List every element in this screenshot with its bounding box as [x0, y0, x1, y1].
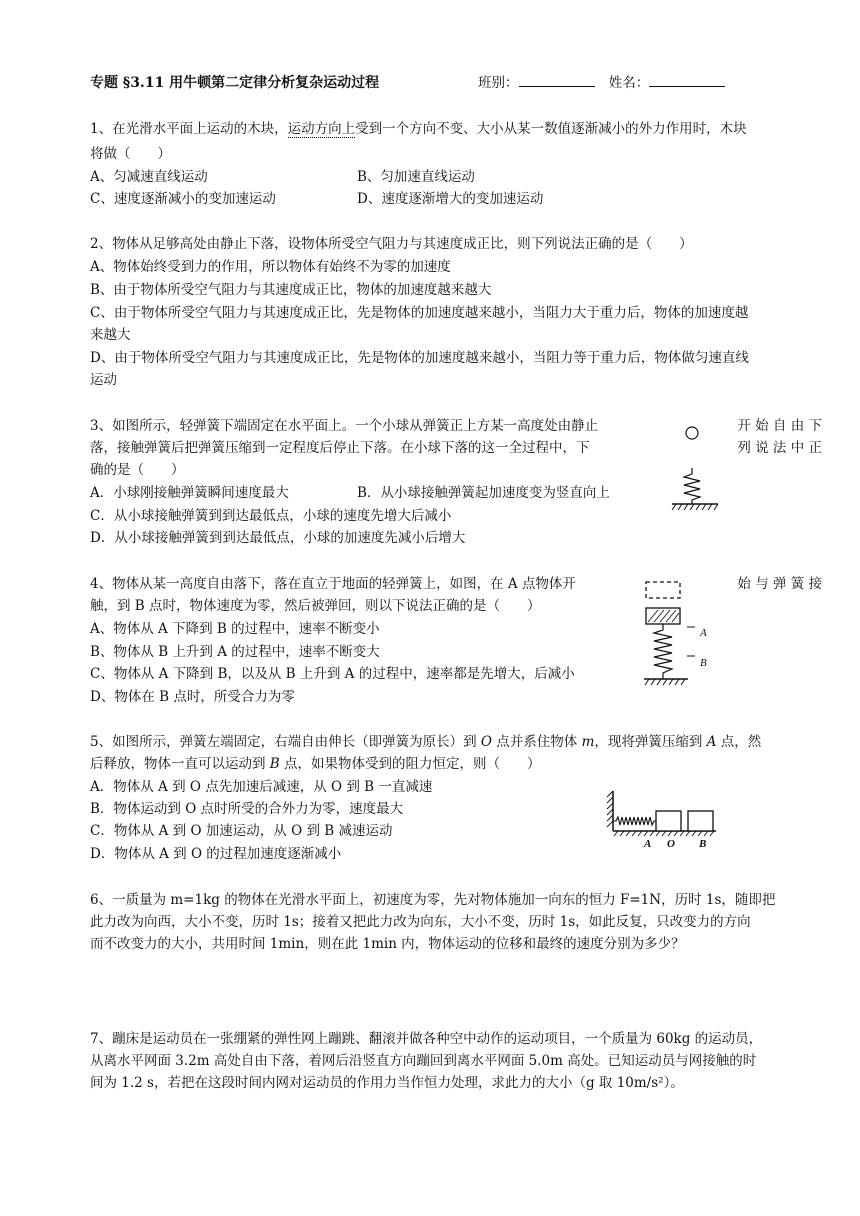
q5-stem-line2: 后释放，物体一直可以运动到 B 点，如果物体受到的阻力恒定，则（ ） — [90, 756, 541, 772]
q4-spring — [654, 624, 672, 679]
q6-stem-line3: 而不改变力的大小，共用时间 1min，则在此 1min 内，物体运动的位移和最终的速度分别为多少？ — [90, 936, 685, 952]
q5-option-d: D．物体从 A 到 O 的过程加速度逐渐减小 — [90, 846, 342, 862]
name-label: 姓名： — [608, 75, 650, 91]
q5-option-c: C．物体从 A 到 O 加速运动，从 O 到 B 减速运动 — [90, 823, 393, 839]
q5-spring — [613, 817, 656, 825]
q2-option-b: B、由于物体所受空气阻力与其速度成正比，物体的加速度越来越大 — [90, 282, 492, 298]
class-blank[interactable] — [519, 72, 595, 87]
q5-wall-hatch — [607, 791, 613, 827]
q2-option-c-cont: 来越大 — [90, 327, 131, 343]
q1-stem-b: 受到一个方向不变、大小从某一数值逐渐减小的外力作用时，木块 — [355, 121, 747, 137]
q4-ground-hatch — [645, 679, 685, 685]
q3-option-b: B．从小球接触弹簧起加速度变为竖直向上 — [357, 485, 610, 501]
q3-option-c: C．从小球接触弹簧到到达最低点，小球的速度先增大后减小 — [90, 508, 452, 524]
q3-spring — [684, 468, 700, 504]
q4-label-b: B — [700, 657, 707, 669]
page-title: 专题 §3.11 用牛顿第二定律分析复杂运动过程 — [90, 75, 380, 91]
q2-option-d: D、由于物体所受空气阻力与其速度成正比，先是物体的加速度越来越小，当阻力等于重力后，物体做匀速直线 — [90, 350, 749, 366]
q5-block — [656, 811, 681, 831]
q4-option-b: B、物体从 B 上升到 A 的过程中，速率不断变大 — [90, 644, 380, 660]
q1-option-b: B、匀加速直线运动 — [357, 169, 475, 185]
q7-stem-line2: 从离水平网面 3.2m 高处自由下落，着网后沿竖直方向蹦回到离水平网面 5.0m 高处。已知运动员与网接触的时 — [90, 1053, 757, 1069]
q3-option-a: A．小球刚接触弹簧瞬间速度最大 — [90, 485, 289, 501]
q1-emphasis: 运动方向上 — [287, 121, 356, 137]
q4-block — [646, 608, 680, 624]
class-label: 班别： — [478, 75, 519, 91]
q5-option-b: B．物体运动到 O 点时所受的合外力为零，速度最大 — [90, 801, 404, 817]
q5-label-a: A — [644, 838, 652, 850]
q5-stem-line1: 5、如图所示，弹簧左端固定，右端自由伸长（即弹簧为原长）到 O 点并系住物体 m，现将弹簧压缩到 A 点，然 — [90, 734, 762, 750]
q2-option-a: A、物体始终受到力的作用，所以物体有始终不为零的加速度 — [90, 259, 451, 275]
name-blank[interactable] — [649, 72, 725, 87]
q7-stem-line3: 间为 1.2 s，若把在这段时间内网对运动员的作用力当作恒力处理，求此力的大小（g 取 10m/s²）。 — [90, 1075, 684, 1091]
q4-figure — [640, 578, 720, 690]
q3-stem-line1: 3、如图所示，轻弹簧下端固定在水平面上。一个小球从弹簧正上方某一高度处由静止 — [90, 418, 599, 434]
q1-stem — [90, 118, 747, 140]
q4-option-d: D、物体在 B 点时，所受合力为零 — [90, 689, 295, 705]
q3-option-d: D．从小球接触弹簧到到达最低点，小球的加速度先减小后增大 — [90, 530, 466, 546]
q3-stem-line3: 确的是（ ） — [90, 462, 185, 478]
q3-stem-line2-end: 列 说 法 中 正 — [737, 440, 822, 456]
q5-figure — [604, 785, 724, 851]
q5-option-a: A．物体从 A 到 O 点先加速后减速，从 O 到 B 一直减速 — [90, 779, 433, 795]
q1-stem-cont: 将做（ ） — [90, 146, 171, 162]
q3-ball — [686, 427, 698, 439]
q4-dashed-block — [646, 582, 680, 598]
q1-option-c: C、速度逐渐减小的变加速运动 — [90, 191, 276, 207]
q3-ground-hatch — [672, 504, 718, 510]
q5-label-b: B — [699, 838, 707, 850]
q4-label-a: A — [700, 627, 707, 639]
q5-label-o: O — [667, 838, 675, 850]
q4-stem-line1-end: 始 与 弹 簧 接 — [737, 576, 822, 592]
q2-stem: 2、物体从足够高处由静止下落，设物体所受空气阻力与其速度成正比，则下列说法正确的是（ ） — [90, 236, 693, 252]
q3-stem-line2: 落，接触弹簧后把弹簧压缩到一定程度后停止下落。在小球下落的这一全过程中，下 — [90, 440, 590, 456]
q5-block-ghost — [688, 811, 713, 831]
q4-option-a: A、物体从 A 下降到 B 的过程中，速率不断变小 — [90, 621, 380, 637]
q6-stem-line2: 此力改为向西，大小不变，历时 1s；接着又把此力改为向东，大小不变，历时 1s，如此反复，只改变力的方向 — [90, 914, 751, 930]
q4-stem-line1: 4、物体从某一高度自由落下，落在直立于地面的轻弹簧上，如图，在 A 点物体开 — [90, 576, 576, 592]
q3-stem-line1-end: 开 始 自 由 下 — [737, 418, 822, 434]
q1-option-d: D、速度逐渐增大的变加速运动 — [357, 191, 544, 207]
q4-option-c: C、物体从 A 下降到 B，以及从 B 上升到 A 的过程中，速率都是先增大，后减小 — [90, 666, 575, 682]
q2-option-c: C、由于物体所受空气阻力与其速度成正比，先是物体的加速度越来越小，当阻力大于重力后，物体的加速度越 — [90, 305, 749, 321]
q6-stem-line1: 6、一质量为 m=1kg 的物体在光滑水平面上，初速度为零，先对物体施加一向东的恒力 F=1N，历时 1s，随即把 — [90, 892, 776, 908]
q1-stem-a: 1、在光滑水平面上运动的木块， — [90, 121, 288, 137]
q7-stem-line1: 7、蹦床是运动员在一张绷紧的弹性网上蹦跳、翻滚并做各种空中动作的运动项目，一个质量为 60kg 的运动员， — [90, 1031, 763, 1047]
q1-option-a: A、匀减速直线运动 — [90, 169, 208, 185]
q3-figure — [670, 420, 730, 515]
q2-option-d-cont: 运动 — [90, 372, 117, 388]
q4-stem-line2: 触，到 B 点时，物体速度为零，然后被弹回，则以下说法正确的是（ ） — [90, 598, 541, 614]
class-field[interactable] — [478, 72, 725, 94]
